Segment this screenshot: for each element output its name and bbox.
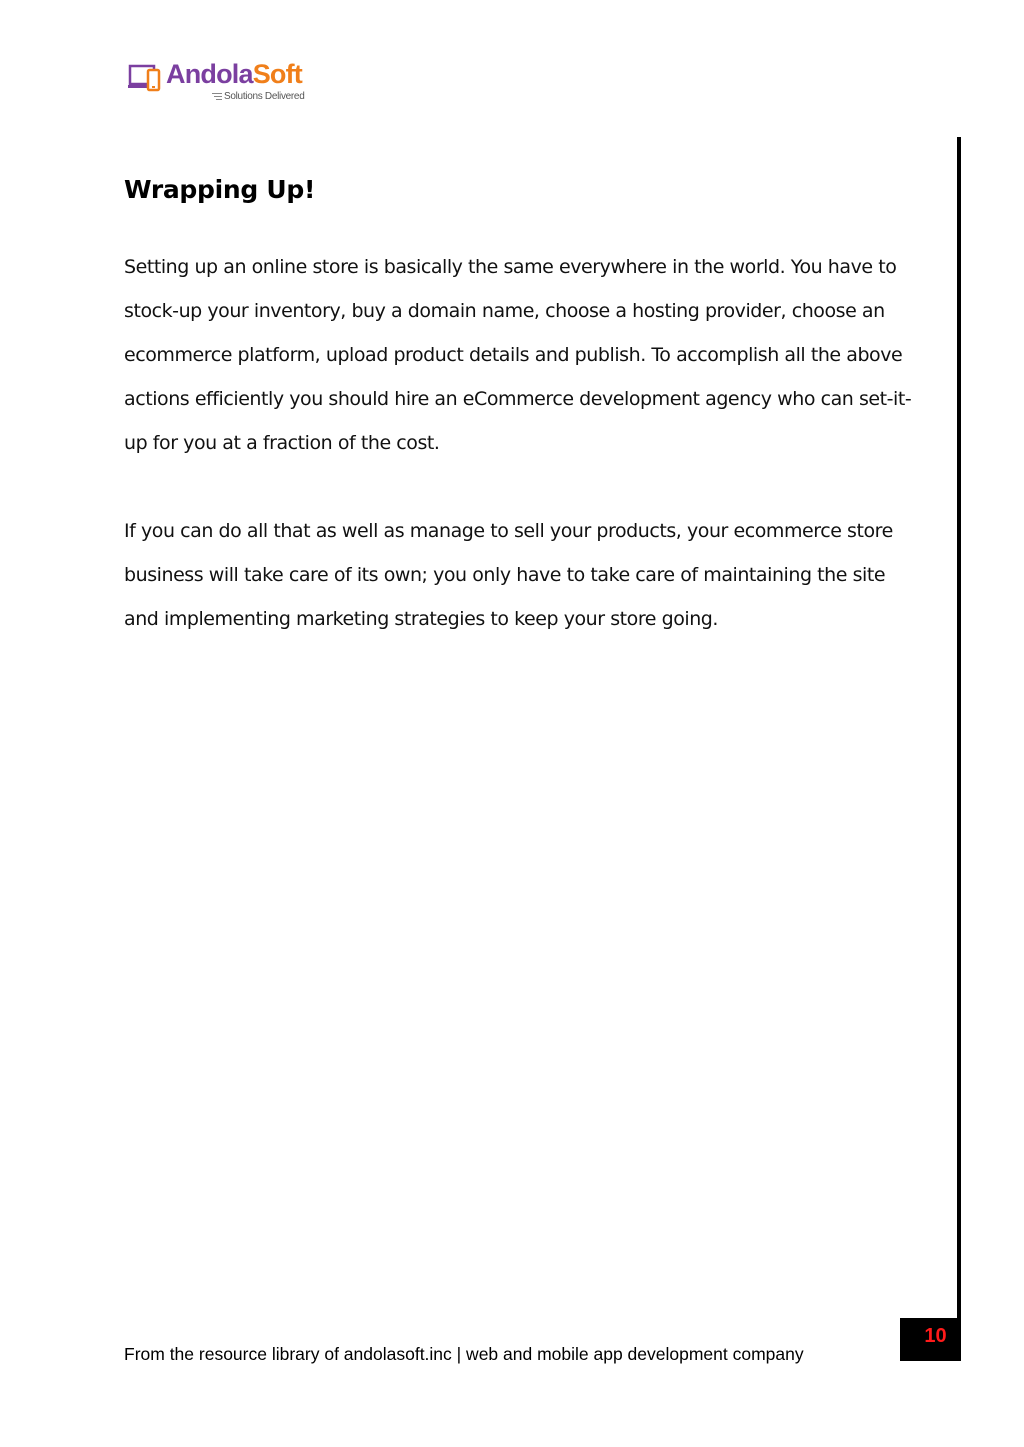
logo-tagline — [212, 91, 304, 102]
company-logo — [128, 58, 308, 108]
logo-wordmark — [166, 58, 302, 90]
section-heading: Wrapping Up! — [124, 175, 316, 204]
devices-icon — [128, 60, 164, 96]
logo-tagline-text: Solutions Delivered — [224, 91, 305, 102]
tagline-lines-icon — [212, 93, 222, 100]
page-border-line — [957, 137, 961, 1361]
page-number: 10 — [924, 1325, 947, 1347]
paragraph-2: If you can do all that as well as manage to sell your products, your ecommerce store business will take care of its own; you only have to take care of maintaining the site and implementing marketing strategies to keep your store going. — [124, 520, 893, 630]
footer-text: From the resource library of andolasoft.inc | web and mobile app development company — [124, 1344, 804, 1364]
paragraph-1: Setting up an online store is basically the same everywhere in the world. You have to stock-up your inventory, buy a domain name, choose a hosting provider, choose an ecommerce platform, upload product details and publish. To accomplish all the above actions efficiently you should hire an eCommerce development agency who can set-it-up for you at a fraction of the cost. — [124, 256, 912, 454]
logo-brand-part2: Soft — [252, 59, 302, 89]
logo-brand-part1: Andola — [166, 59, 253, 89]
page-number-box — [900, 1318, 961, 1361]
